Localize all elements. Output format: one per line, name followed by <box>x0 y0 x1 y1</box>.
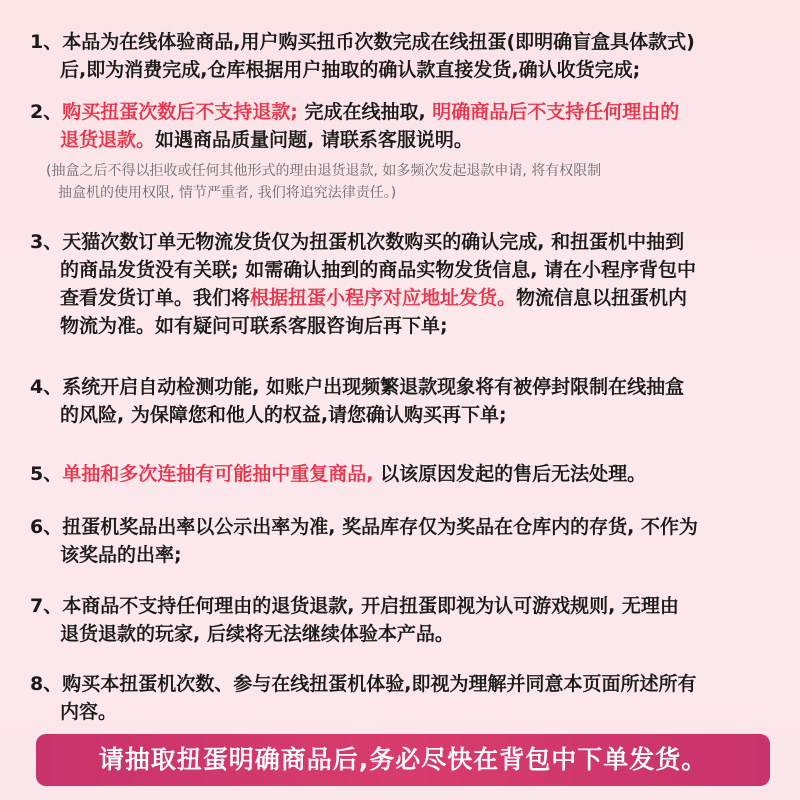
rule-6-line-2: 该奖品的出率; <box>60 544 182 566</box>
rule-5-line-1 <box>30 460 780 488</box>
footer-banner: 请抽取扭蛋明确商品后,务必尽快在背包中下单发货。 <box>36 734 770 786</box>
rule-3-text-3b: 物流信息以扭蛋机内 <box>516 287 688 309</box>
rule-item-2 <box>30 98 780 154</box>
rule-2-text-2: 如遇商品质量问题, 请联系客服说明。 <box>155 129 473 151</box>
rule-3-highlight: 根据扭蛋小程序对应地址发货。 <box>250 287 517 309</box>
rule-4-number: 4、 <box>30 376 63 398</box>
rule-2-text-1: 完成在线抽取, <box>297 101 433 123</box>
rule-item-6 <box>30 513 780 569</box>
rule-7-text-1: 本商品不支持任何理由的退货退款, 开启扭蛋即视为认可游戏规则, 无理由 <box>62 595 679 617</box>
rule-4-line-1 <box>30 373 780 401</box>
rule-item-1 <box>30 28 780 84</box>
rule-5-number: 5、 <box>30 463 63 485</box>
rule-5-text: 以该原因发起的售后无法处理。 <box>373 463 647 485</box>
rule-3-text-1: 天猫次数订单无物流发货仅为扭蛋机次数购买的确认完成, 和扭蛋机中抽到 <box>62 231 685 253</box>
rule-1-text-1: 本品为在线体验商品,用户购买扭币次数完成在线扭蛋(即明确盲盒具体款式) <box>62 31 695 53</box>
rule-3-line-2: 的商品发货没有关联; 如需确认抽到的商品实物发货信息, 请在小程序背包中 <box>60 259 697 281</box>
rule-7-line-2: 退货退款的玩家, 后续将无法继续体验本产品。 <box>60 623 454 645</box>
rule-8-line-1 <box>30 670 780 698</box>
rule-2-note-line-2: 抽盒机的使用权限, 情节严重者, 我们将追究法律责任。) <box>58 185 397 201</box>
rule-2-note-line-1: (抽盒之后不得以拒收或任何其他形式的理由退货退款, 如多频次发起退款申请, 将有权限制 <box>46 163 602 179</box>
rule-6-text-1: 扭蛋机奖品出率以公示出率为准, 奖品库存仅为奖品在仓库内的存货, 不作为 <box>62 516 698 538</box>
rule-item-5 <box>30 460 780 488</box>
rule-2-number: 2、 <box>30 101 63 123</box>
rule-item-3 <box>30 228 780 340</box>
rule-item-8 <box>30 670 780 726</box>
rule-item-7 <box>30 592 780 648</box>
rule-2-line-2 <box>30 126 780 154</box>
rule-4-text-1: 系统开启自动检测功能, 如账户出现频繁退款现象将有被停封限制在线抽盒 <box>62 376 685 398</box>
rule-4-line-2: 的风险, 为保障您和他人的权益,请您确认购买再下单; <box>60 404 507 426</box>
rule-3-text-3a: 查看发货订单。我们将 <box>60 287 251 309</box>
rule-6-number: 6、 <box>30 516 63 538</box>
rule-1-line-1 <box>30 28 780 56</box>
rule-3-number: 3、 <box>30 231 63 253</box>
rule-7-line-1 <box>30 592 780 620</box>
rule-2-line-1 <box>30 98 780 126</box>
rule-8-line-2: 内容。 <box>60 701 118 723</box>
rule-1-line-2: 后,即为消费完成,仓库根据用户抽取的确认款直接发货,确认收货完成; <box>60 59 641 81</box>
rule-8-number: 8、 <box>30 673 63 695</box>
rule-7-number: 7、 <box>30 595 63 617</box>
rule-3-line-4: 物流为准。如有疑问可联系客服咨询后再下单; <box>60 315 448 337</box>
rule-2-note <box>46 160 766 204</box>
rule-6-line-1 <box>30 513 780 541</box>
rule-2-highlight-1: 购买扭蛋次数后不支持退款; <box>62 101 298 123</box>
rule-3-line-1 <box>30 228 780 256</box>
rule-1-number: 1、 <box>30 31 63 53</box>
rule-5-highlight: 单抽和多次连抽有可能抽中重复商品, <box>62 463 374 485</box>
rule-2-highlight-3: 退货退款。 <box>60 129 156 151</box>
rule-item-4 <box>30 373 780 429</box>
rule-3-line-3 <box>30 284 780 312</box>
rule-8-text-1: 购买本扭蛋机次数、参与在线扭蛋机体验,即视为理解并同意本页面所述所有 <box>62 673 697 695</box>
rule-2-highlight-2: 明确商品后不支持任何理由的 <box>432 101 680 123</box>
